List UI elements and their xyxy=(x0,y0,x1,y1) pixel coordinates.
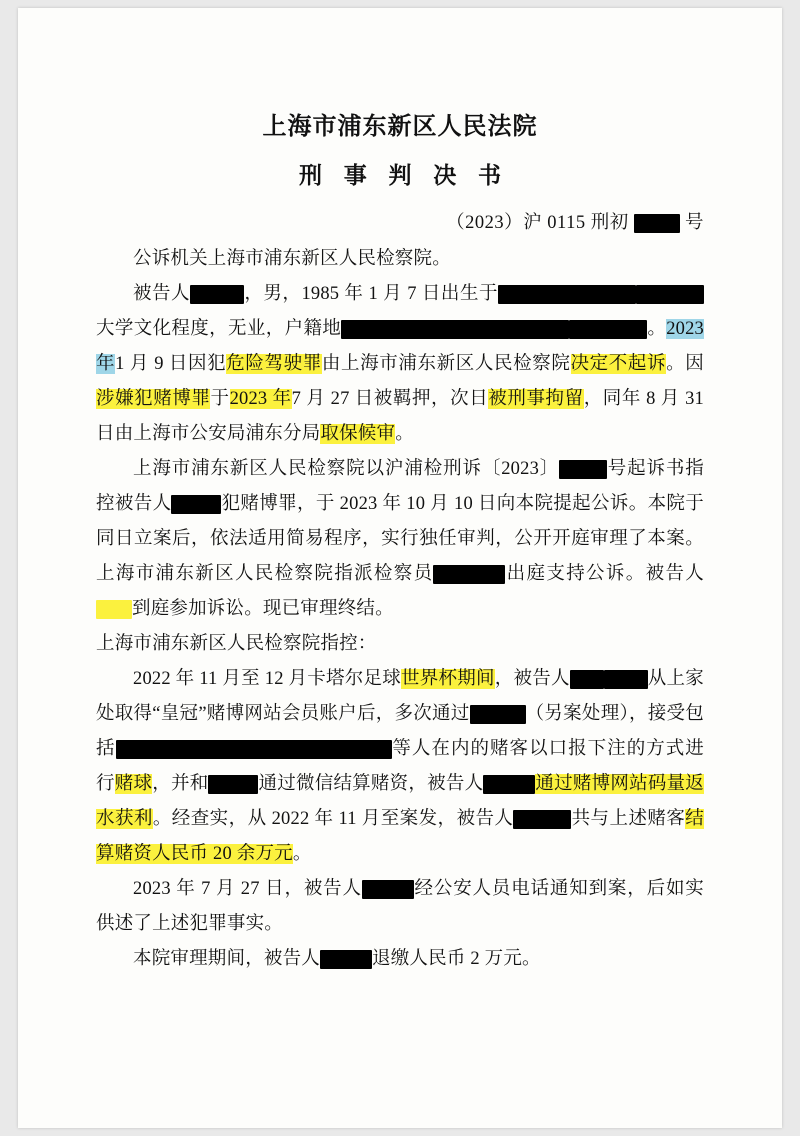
highlight-dangerous-driving: 危险驾驶罪 xyxy=(226,354,322,374)
indictment-text-b: 号起诉书指控被告人 xyxy=(96,459,704,514)
redaction-defendant-name-3 xyxy=(96,600,132,619)
highlight-settlement-amount: 结算赌资人民币 20 余万元 xyxy=(96,809,704,864)
facts-text-b: ，被告人 xyxy=(494,669,570,689)
highlight-football-betting: 赌球 xyxy=(114,774,153,794)
facts-text-g: 通过微信结算赌资，被告人 xyxy=(258,774,484,794)
redaction-defendant-name-2 xyxy=(171,495,221,514)
defendant-education-text: 大学文化程度，无业，户籍地 xyxy=(96,319,342,339)
paragraph-prosecutor-organ xyxy=(96,242,704,277)
defendant-procuratorate-text: 由上海市浦东新区人民检察院 xyxy=(321,354,571,374)
defendant-bureau-text: ，同年 8 月 31 日由上海市公安局浦东分局 xyxy=(96,389,704,444)
redaction-indictment-number xyxy=(559,460,607,479)
highlight-gambling-suspicion: 涉嫌犯赌博罪 xyxy=(96,389,211,409)
indictment-text-a: 上海市浦东新区人民检察院以沪浦检刑诉〔2023〕 xyxy=(133,459,560,479)
facts-text-f: ，并和 xyxy=(152,774,209,794)
case-number-suffix: 号 xyxy=(684,213,704,233)
redaction-defendant-name xyxy=(190,285,244,304)
redaction-residence-2 xyxy=(569,320,647,339)
highlight-criminal-detention: 被刑事拘留 xyxy=(488,389,584,409)
redaction-gamblers-list xyxy=(116,740,392,759)
redaction-person-1 xyxy=(470,705,526,724)
paragraph-refund xyxy=(96,942,704,977)
facts-text-c: 从上家处取得“皇冠”赌博网站会员账户后，多次通过 xyxy=(96,669,704,724)
paragraph-accusation-lead xyxy=(96,627,704,662)
case-number xyxy=(96,208,704,234)
paragraph-surrender xyxy=(96,872,704,942)
redaction-prosecutor-name xyxy=(433,565,505,584)
defendant-date-text: 1 月 9 日因犯 xyxy=(115,354,227,374)
highlight-bail-pending-trial: 取保候审 xyxy=(320,424,396,444)
defendant-custody-text: 7 月 27 日被羁押，次日 xyxy=(291,389,489,409)
document-type-title: 刑 事 判 决 书 xyxy=(299,163,509,188)
facts-text-d: （另案处理），接受包括 xyxy=(96,704,704,759)
defendant-label: 被告人 xyxy=(133,284,191,304)
surrender-text-b: 经公安人员电话通知到案，后如实供述了上述犯罪事实。 xyxy=(96,879,704,934)
redaction-defendant-name-8 xyxy=(362,880,414,899)
highlight-year-2023-b: 2023 年 xyxy=(229,389,292,409)
redaction-person-2 xyxy=(208,775,258,794)
defendant-birth-text: ，男，1985 年 1 月 7 日出生于 xyxy=(244,284,498,304)
indictment-text-e: 到庭参加诉讼。现已审理终结。 xyxy=(132,599,394,619)
facts-text-h: 。经查实，从 2022 年 11 月至案发，被告人 xyxy=(152,809,514,829)
facts-text-a: 2022 年 11 月至 12 月卡塔尔足球 xyxy=(133,669,401,689)
redaction-defendant-name-4 xyxy=(570,670,604,689)
facts-text-e: 等人在内的赌客以口报下注的方式进行 xyxy=(96,739,704,794)
redaction-residence xyxy=(341,320,569,339)
highlight-rebate-profit: 通过赌博网站码量返水获利 xyxy=(96,774,705,829)
document-page xyxy=(18,8,782,1128)
facts-text-i: 共与上述赌客 xyxy=(571,809,686,829)
defendant-punct-2: 。因 xyxy=(666,354,704,374)
document-content xyxy=(96,106,704,977)
highlight-world-cup-period: 世界杯期间 xyxy=(401,669,495,689)
redaction-birthplace xyxy=(498,285,636,304)
redaction-defendant-name-5 xyxy=(604,670,648,689)
redaction-defendant-name-9 xyxy=(320,950,372,969)
highlight-no-prosecution: 决定不起诉 xyxy=(570,354,667,374)
case-number-prefix: （2023） xyxy=(446,213,524,233)
redaction-defendant-name-6 xyxy=(483,775,535,794)
prosecutor-organ-text: 公诉机关上海市浦东新区人民检察院。 xyxy=(133,249,451,269)
paragraph-defendant-info xyxy=(96,277,704,452)
paragraph-indictment xyxy=(96,452,704,627)
accusation-lead-text: 上海市浦东新区人民检察院指控： xyxy=(96,634,377,654)
redaction-education-prefix xyxy=(636,285,704,304)
highlight-year-2023: 2023 年 xyxy=(96,319,705,374)
indictment-text-c: 犯赌博罪，于 2023 年 10 月 10 日向本院提起公诉。本院于同日立案后，依法适用简易程序，实行独任审判，公开开庭审理了本案。上海市浦东新区人民检察院指派检察员 xyxy=(96,494,704,584)
refund-text-a: 本院审理期间，被告人 xyxy=(133,949,321,969)
indictment-text-d: 出庭支持公诉。被告人 xyxy=(505,564,704,584)
refund-text-b: 退缴人民币 2 万元。 xyxy=(372,949,541,969)
redaction-defendant-name-7 xyxy=(513,810,571,829)
surrender-text-a: 2023 年 7 月 27 日，被告人 xyxy=(133,879,362,899)
case-number-body: 沪 0115 刑初 xyxy=(523,213,629,233)
court-title: 上海市浦东新区人民法院 xyxy=(262,114,538,140)
defendant-punct-1: 。 xyxy=(647,319,667,339)
defendant-punct-3: 。 xyxy=(395,424,414,444)
facts-text-j: 。 xyxy=(292,844,312,864)
paragraph-facts xyxy=(96,662,704,872)
defendant-at-text: 于 xyxy=(210,389,230,409)
redaction-case-number xyxy=(634,214,680,233)
